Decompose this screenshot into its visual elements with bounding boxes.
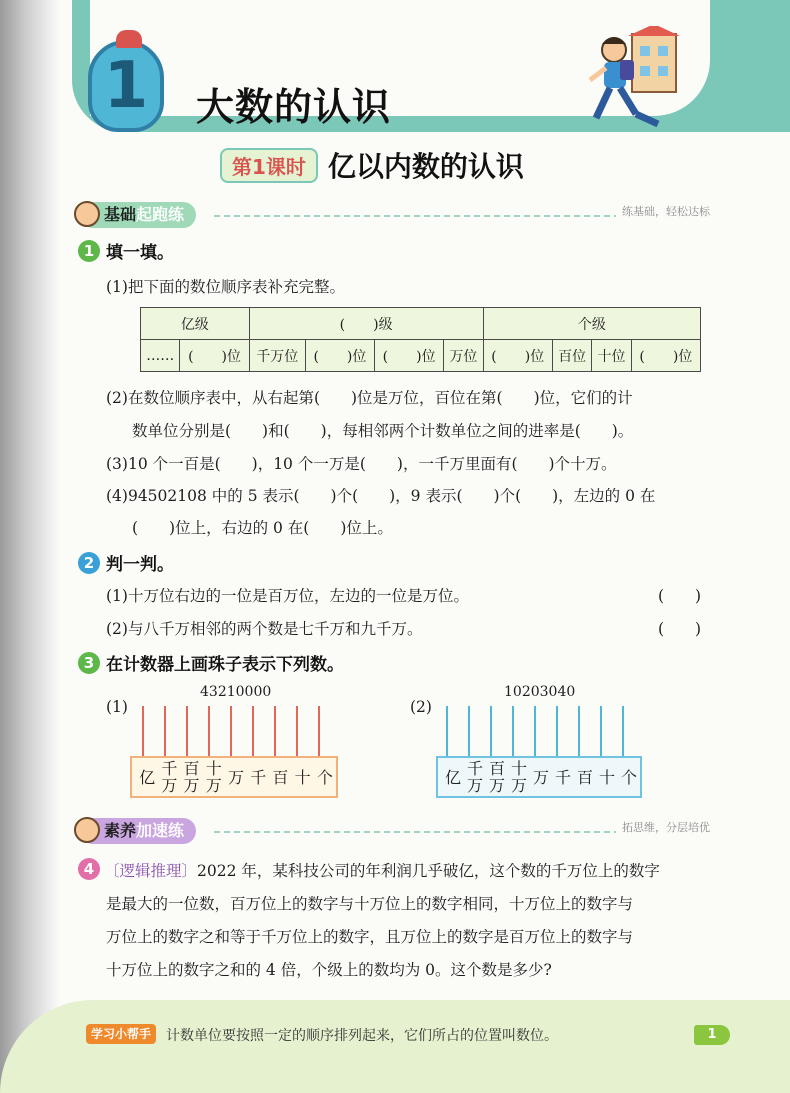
question-number: 2: [78, 552, 100, 574]
question-number: 3: [78, 652, 100, 674]
q4-tag: 〔逻辑推理〕: [104, 862, 198, 880]
abacus-rod[interactable]: [600, 706, 602, 758]
table-cell-blank[interactable]: ( )位: [180, 340, 249, 372]
table-cell: ……: [141, 340, 180, 372]
abacus-2[interactable]: [410, 680, 650, 800]
place-label-shiwan: 十 万: [510, 759, 527, 795]
table-cell-blank[interactable]: ( )位: [483, 340, 552, 372]
place-label-yi: 亿: [139, 767, 156, 787]
lesson-title: 亿以内数的认识: [327, 150, 524, 183]
abacus-frame: [130, 756, 338, 798]
abacus-label: (1): [106, 698, 128, 716]
unit-title: 大数的认识: [196, 85, 392, 129]
place-label-qianwan: 千 万: [466, 759, 483, 795]
place-label-qianwan: 千 万: [161, 759, 178, 795]
place-label-wan: 万: [227, 767, 244, 787]
hat-icon: [116, 30, 142, 48]
q2-answer-blank-2[interactable]: ( ): [658, 620, 702, 638]
lesson-heading: [220, 148, 524, 182]
section-label-plain: 素养: [104, 821, 137, 840]
question-number: 1: [78, 240, 100, 262]
tip-text: 计数单位要按照一定的顺序排列起来，它们所占的位置叫数位。: [166, 1028, 558, 1044]
q4-line-2: 是最大的一位数，百万位上的数字与十万位上的数字相同，十万位上的数字与: [106, 895, 634, 913]
q4-line-1: [104, 859, 660, 881]
question-title: 填一填。: [106, 243, 174, 263]
section-label-accent: 加速练: [136, 821, 185, 840]
place-label-shi: 十: [598, 767, 615, 787]
book-spine-shadow: [0, 0, 60, 1093]
question-title: 判一判。: [106, 555, 174, 575]
abacus-rod[interactable]: [556, 706, 558, 758]
q1-part-1: (1)把下面的数位顺序表补充完整。: [106, 278, 345, 296]
question-2-heading: [78, 550, 174, 575]
q1-part-2-line-2: 数单位分别是( )和( )，每相邻两个计数单位之间的进率是( )。: [132, 422, 634, 440]
abacus-rod[interactable]: [578, 706, 580, 758]
abacus-label: (2): [410, 698, 432, 716]
section-label-plain: 基础: [104, 205, 137, 224]
abacus-rod[interactable]: [164, 706, 166, 758]
place-label-yi: 亿: [444, 767, 461, 787]
running-boy-icon: [584, 26, 694, 134]
section-motto: 拓思维，分层培优: [616, 819, 710, 835]
table-cell: 万位: [444, 340, 483, 372]
table-cell: 百位: [552, 340, 591, 372]
abacus-rod[interactable]: [318, 706, 320, 758]
place-label-shi: 十: [294, 767, 311, 787]
section-label-accent: 起跑练: [136, 205, 185, 224]
question-number: 4: [78, 858, 100, 880]
table-cell-blank[interactable]: ( )位: [631, 340, 700, 372]
abacus-target-number: 43210000: [200, 684, 272, 700]
abacus-rod[interactable]: [208, 706, 210, 758]
place-label-qian: 千: [554, 767, 571, 787]
q4-line-3: 万位上的数字之和等于千万位上的数字，且万位上的数字是百万位上的数字与: [106, 928, 634, 946]
question-1-heading: [78, 238, 174, 263]
page-number: 1: [694, 1025, 730, 1045]
question-4-heading: [78, 858, 100, 880]
place-value-table: [140, 307, 701, 372]
table-head-cell[interactable]: ( )级: [249, 308, 483, 340]
place-label-qian: 千: [250, 767, 267, 787]
place-label-shiwan: 十 万: [205, 759, 222, 795]
question-title: 在计数器上画珠子表示下列数。: [106, 655, 344, 675]
q1-part-4-line-1: (4)94502108 中的 5 表示( )个( )，9 表示( )个( )，左边的 0 在: [106, 487, 656, 505]
place-label-baiwan: 百 万: [488, 759, 505, 795]
tip-badge: 学习小帮手: [86, 1024, 156, 1044]
question-3-heading: [78, 650, 344, 675]
q2-statement-1: (1)十万位右边的一位是百万位，左边的一位是万位。: [106, 587, 469, 605]
abacus-rod[interactable]: [534, 706, 536, 758]
unit-number-badge: [88, 40, 164, 132]
abacus-rod[interactable]: [252, 706, 254, 758]
abacus-rod[interactable]: [446, 706, 448, 758]
abacus-rod[interactable]: [490, 706, 492, 758]
q1-part-3: (3)10 个一百是( )，10 个一万是( )，一千万里面有( )个十万。: [106, 455, 617, 473]
abacus-1[interactable]: [106, 680, 346, 800]
footer-band: [0, 1000, 790, 1093]
abacus-rod[interactable]: [186, 706, 188, 758]
q1-part-4-line-2: ( )位上，右边的 0 在( )位上。: [132, 519, 393, 537]
table-row: [141, 308, 701, 340]
unit-number: 1: [103, 49, 149, 123]
place-label-ge: 个: [620, 767, 637, 787]
section-banner-basic: [74, 201, 710, 229]
place-label-bai: 百: [272, 767, 289, 787]
abacus-rod[interactable]: [142, 706, 144, 758]
q1-part-2-line-1: (2)在数位顺序表中，从右起第( )位是万位，百位在第( )位，它们的计: [106, 389, 633, 407]
section-banner-advanced: [74, 817, 710, 845]
lesson-badge: 第1课时: [220, 148, 318, 183]
kid-avatar-icon: [74, 817, 100, 843]
q4-line-1-text: 2022 年，某科技公司的年利润几乎破亿，这个数的千万位上的数字: [197, 862, 660, 880]
kid-avatar-icon: [74, 201, 100, 227]
q4-line-4: 十万位上的数字之和的 4 倍，个级上的数均为 0。这个数是多少?: [106, 961, 552, 979]
q2-statement-2: (2)与八千万相邻的两个数是七千万和九千万。: [106, 620, 423, 638]
abacus-target-number: 10203040: [504, 684, 576, 700]
q2-answer-blank-1[interactable]: ( ): [658, 587, 702, 605]
table-cell: 千万位: [249, 340, 305, 372]
abacus-rod[interactable]: [296, 706, 298, 758]
abacus-rod[interactable]: [622, 706, 624, 758]
table-row: [141, 340, 701, 372]
table-head-cell: 个级: [483, 308, 700, 340]
abacus-rod[interactable]: [274, 706, 276, 758]
place-label-bai: 百: [576, 767, 593, 787]
place-label-baiwan: 百 万: [183, 759, 200, 795]
place-label-ge: 个: [316, 767, 333, 787]
table-head-cell: 亿级: [141, 308, 250, 340]
abacus-rod[interactable]: [512, 706, 514, 758]
abacus-frame: [436, 756, 642, 798]
section-motto: 练基础，轻松达标: [616, 203, 710, 219]
place-label-wan: 万: [532, 767, 549, 787]
abacus-rod[interactable]: [230, 706, 232, 758]
table-cell-blank[interactable]: ( )位: [375, 340, 444, 372]
abacus-rod[interactable]: [468, 706, 470, 758]
table-cell-blank[interactable]: ( )位: [305, 340, 374, 372]
table-cell: 十位: [592, 340, 631, 372]
